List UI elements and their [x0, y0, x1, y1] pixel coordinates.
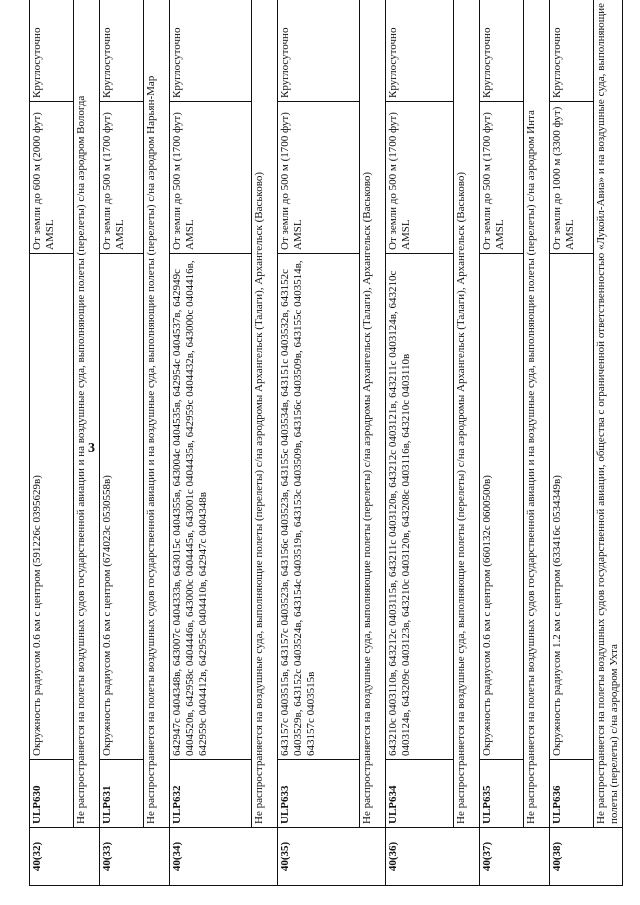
zone-note-row: [74, 0, 100, 886]
zone-area: 643210с 0403110в, 643212с 0403115в, 643211с 0403120в, 643212с 0403121в, 643211с 0403124в, 643210с 0403124в, 643209с 0403123в, 643210с 0403120в, 643208с 0403116в, 643210с 0403110в: [386, 254, 454, 760]
altitude-limits: От земли до 500 м (1700 фут) AMSL: [100, 102, 144, 254]
altitude-limits: От земли до 500 м (1700 фут) AMSL: [386, 102, 454, 254]
row-number: 40(36): [386, 828, 480, 886]
operating-time: Круглосуточно: [100, 0, 144, 102]
operating-time: Круглосуточно: [386, 0, 454, 102]
zone-exemption-note: Не распространяется на полеты воздушных судов государственной авиации и на воздушные суда, выполняющие полеты (перелеты) с/на аэродром Нарьян-Мар: [144, 0, 170, 828]
zone-code: ULP636: [550, 760, 594, 828]
zone-area: Окружность радиусом 0.6 км с центром (591226с 0395629в): [30, 254, 74, 760]
zone-exemption-note: Не распространяется на полеты воздушных судов государственной авиации, общества с ограниченной ответственностью «Лукойл-Авиа» и на воздушные суда, выполняющие полеты (перелеты) с/на аэродром Ухта: [594, 0, 623, 828]
zone-area: Окружность радиусом 0.6 км с центром (674023с 0530558в): [100, 254, 144, 760]
operating-time: Круглосуточно: [480, 0, 524, 102]
row-number: 40(33): [100, 828, 170, 886]
row-number: 40(34): [170, 828, 278, 886]
zone-row: [550, 0, 594, 886]
zone-code: ULP633: [278, 760, 360, 828]
zone-note-row: [252, 0, 278, 886]
zone-row: [480, 0, 524, 886]
row-number: 40(37): [480, 828, 550, 886]
operating-time: Круглосуточно: [278, 0, 360, 102]
operating-time: Круглосуточно: [550, 0, 594, 102]
altitude-limits: От земли до 600 м (2000 фут) AMSL: [30, 102, 74, 254]
row-number: 40(32): [30, 828, 100, 886]
row-number: 40(38): [550, 828, 623, 886]
zone-code: ULP635: [480, 760, 524, 828]
zone-code: ULP634: [386, 760, 454, 828]
zone-exemption-note: Не распространяется на воздушные суда, выполняющие полеты (перелеты) с/на аэродромы Архангельск (Талаги), Архангельск (Васьково): [454, 0, 480, 828]
altitude-limits: От земли до 1000 м (3300 фут) AMSL: [550, 102, 594, 254]
zone-code: ULP631: [100, 760, 144, 828]
zone-area: Окружность радиусом 1.2 км с центром (633416с 0534349в): [550, 254, 594, 760]
zone-exemption-note: Не распространяется на полеты воздушных судов государственной авиации и на воздушные суда, выполняющие полеты (перелеты) с/на аэродром Вологда: [74, 0, 100, 828]
zone-row: [170, 0, 252, 886]
restricted-zones-table: [29, 0, 623, 886]
zone-row: [100, 0, 144, 886]
operating-time: Круглосуточно: [30, 0, 74, 102]
zone-note-row: [454, 0, 480, 886]
zone-note-row: [524, 0, 550, 886]
altitude-limits: От земли до 500 м (1700 фут) AMSL: [480, 102, 524, 254]
row-number: 40(35): [278, 828, 386, 886]
zone-code: ULP630: [30, 760, 74, 828]
zone-exemption-note: Не распространяется на воздушные суда, выполняющие полеты (перелеты) с/на аэродромы Архангельск (Талаги), Архангельск (Васьково): [252, 0, 278, 828]
zone-row: [278, 0, 360, 886]
operating-time: Круглосуточно: [170, 0, 252, 102]
zone-row: [386, 0, 454, 886]
altitude-limits: От земли до 500 м (1700 фут) AMSL: [278, 102, 360, 254]
altitude-limits: От земли до 500 м (1700 фут) AMSL: [170, 102, 252, 254]
zone-code: ULP632: [170, 760, 252, 828]
zone-area: 642947с 0404348в, 643007с 0404333в, 643015с 0404355в, 643004с 0404535в, 642954с 0404537в, 642949с 0404520в, 642958с 0404446в, 643000с 0404445в, 643001с 0404435в, 642959с 0404432в, 643000с 0404416в, 642959с 0404412в, 642955с 0404410в, 642947с 0404348в: [170, 254, 252, 760]
zone-area: Окружность радиусом 0.6 км с центром (660132с 0600500в): [480, 254, 524, 760]
zone-exemption-note: Не распространяется на полеты воздушных судов государственной авиации и на воздушные суда, выполняющие полеты (перелеты) с/на аэродром Инта: [524, 0, 550, 828]
zone-note-row: [594, 0, 623, 886]
zone-note-row: [144, 0, 170, 886]
page-number: 3: [88, 441, 95, 456]
zone-note-row: [360, 0, 386, 886]
rotated-page-content: [29, 0, 620, 886]
zone-row: [30, 0, 74, 886]
zone-exemption-note: Не распространяется на воздушные суда, выполняющие полеты (перелеты) с/на аэродромы Архангельск (Талаги), Архангельск (Васьково): [360, 0, 386, 828]
table-body: [30, 0, 623, 886]
zone-area: 643157с 0403515в, 643157с 0403523в, 643156с 0403523в, 643155с 0403534в, 643151с 0403532в, 643152с 0403529в, 643152с 0403524в, 643154с 0403519в, 643153с 0403509в, 643156с 0403509в, 643155с 0403514в, 643157с 0403515в: [278, 254, 360, 760]
